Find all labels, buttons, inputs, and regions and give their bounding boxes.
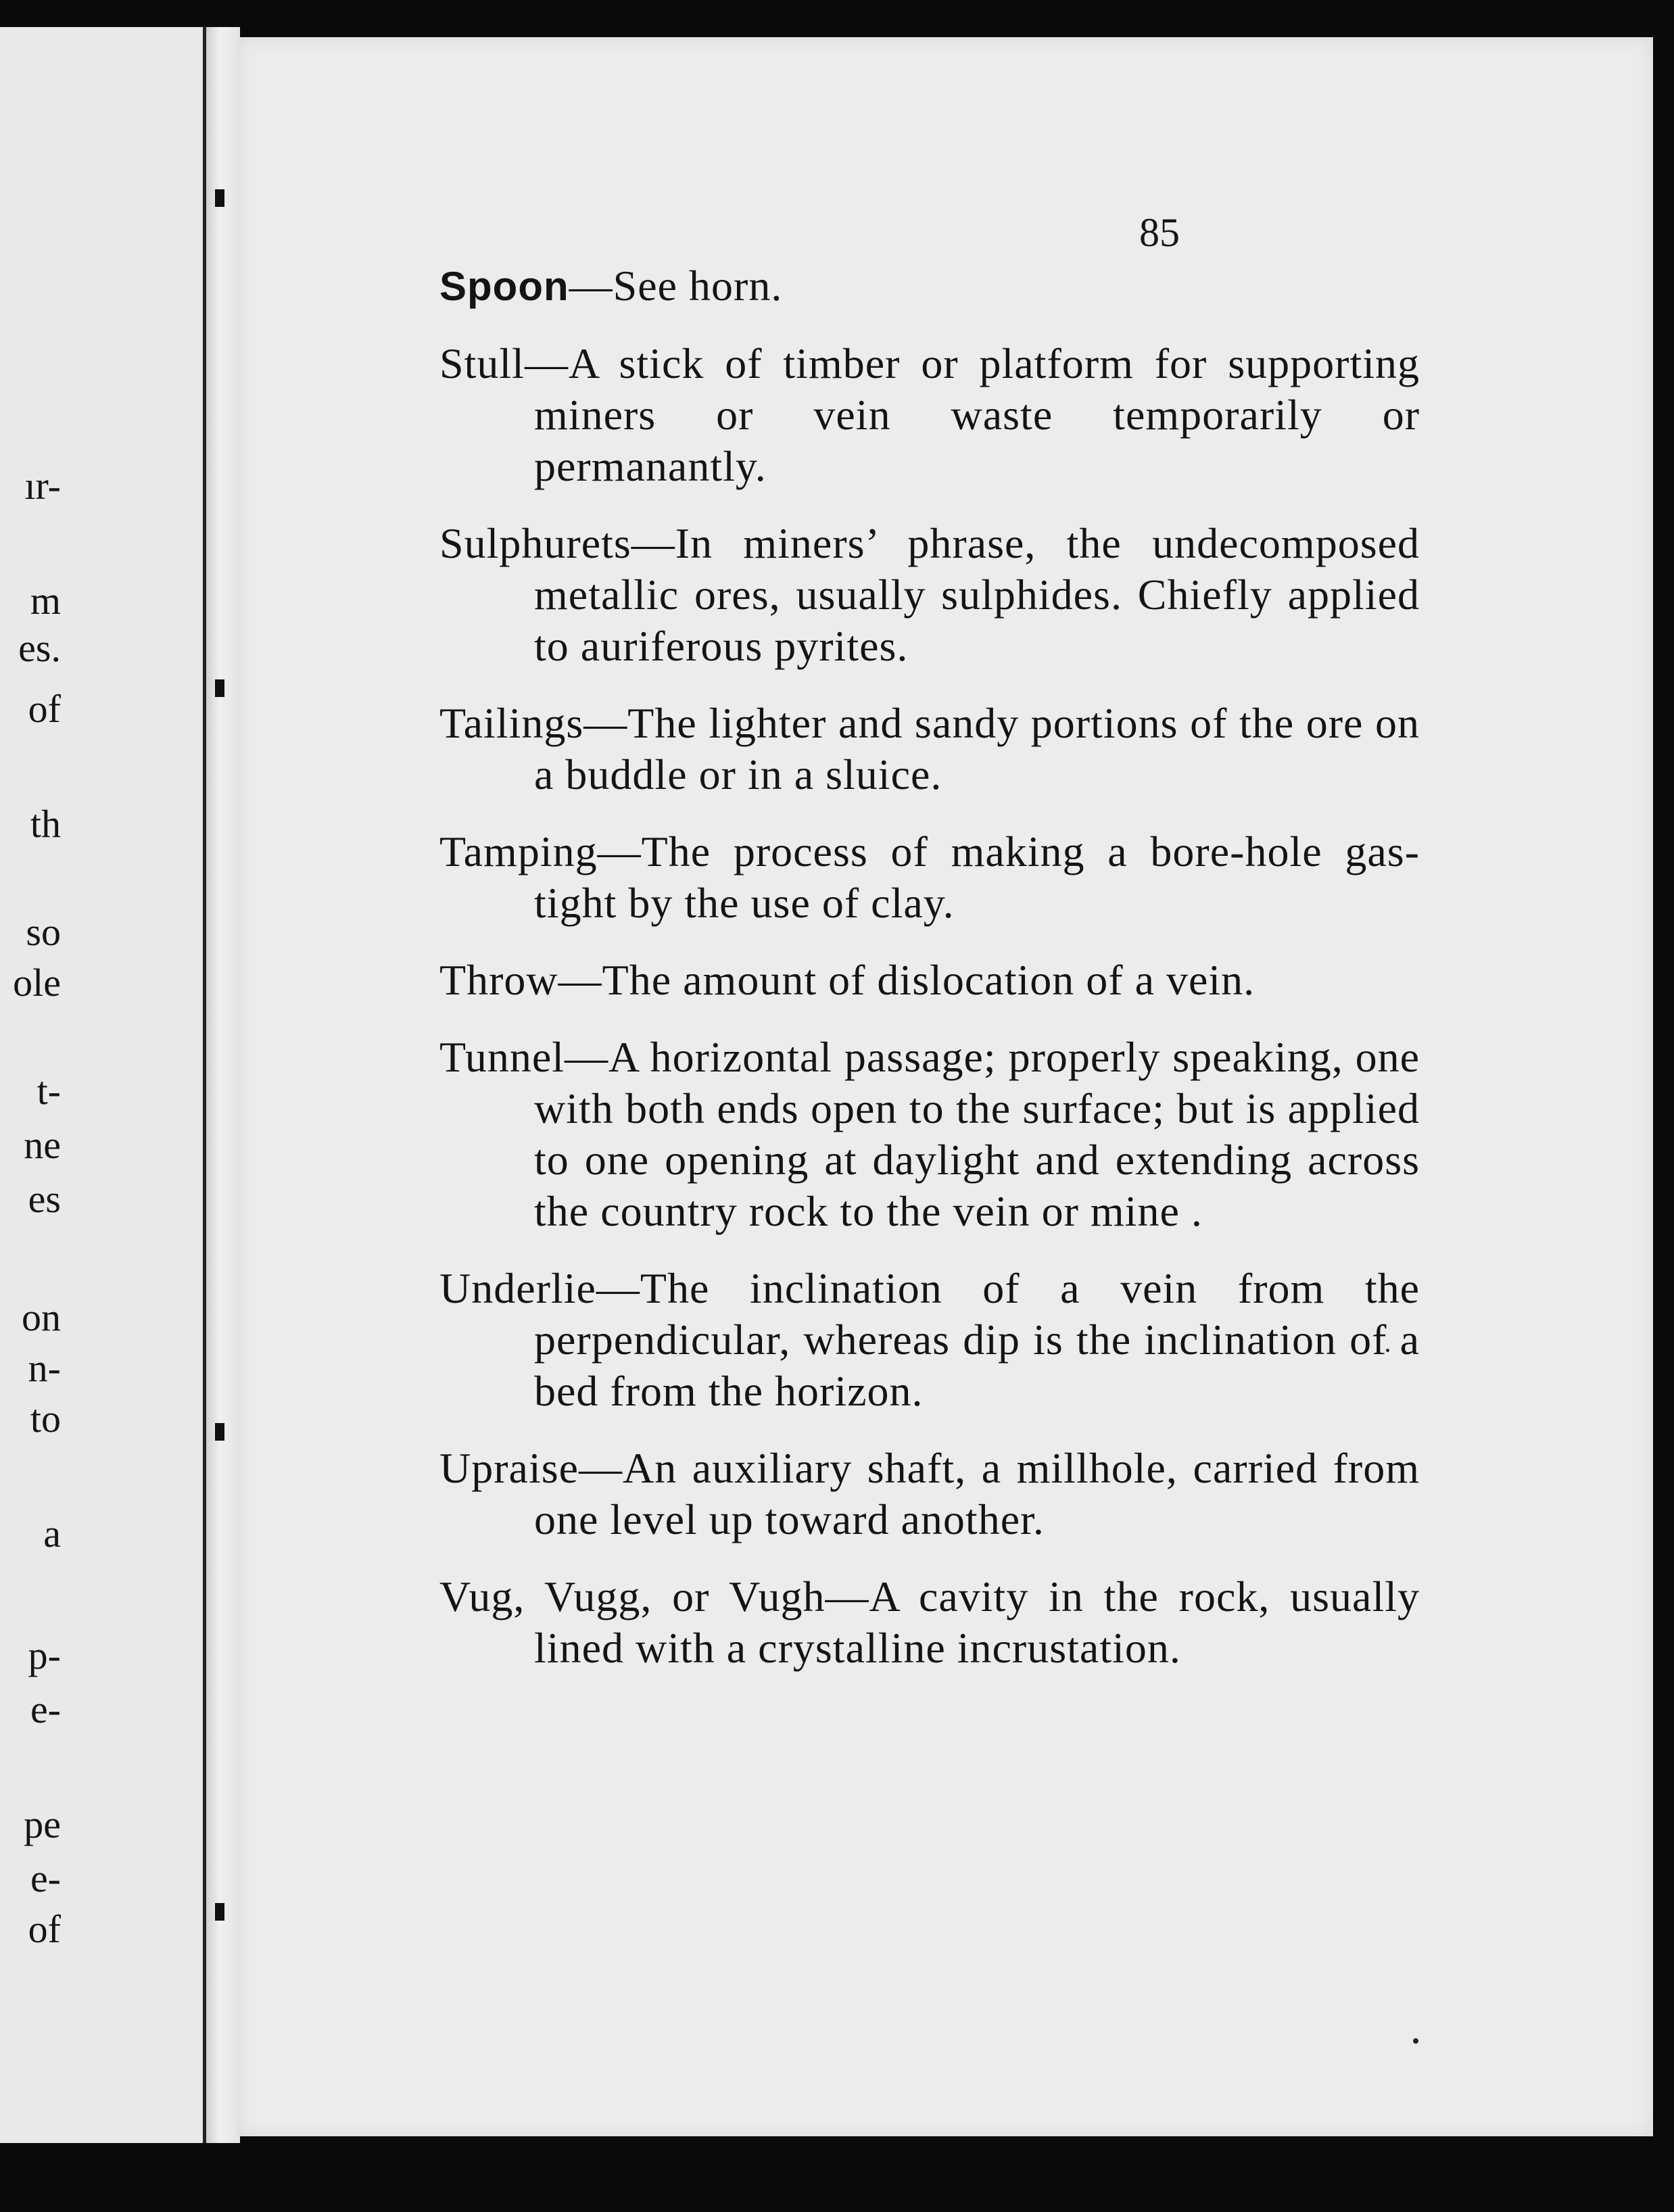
facing-page-fragment: t- (37, 1069, 61, 1113)
glossary-entry (439, 338, 1420, 492)
entry-term: Sulphurets (439, 519, 631, 567)
binding-stitch (215, 189, 224, 207)
facing-page-fragment: ır- (24, 464, 61, 508)
entry-separator: — (583, 699, 628, 747)
facing-page-fragment: ne (24, 1123, 61, 1167)
facing-page-fragment: ole (13, 961, 61, 1005)
facing-page-fragment: a (43, 1512, 61, 1556)
facing-page-fragment: es (28, 1177, 61, 1221)
glossary-entry (439, 1032, 1420, 1237)
entry-definition: The inclination of a vein from the perpendicular, whereas dip is the inclination of a bed from the horizon. (534, 1264, 1420, 1415)
book-gutter (203, 27, 240, 2143)
glossary-entry (439, 1571, 1420, 1674)
entry-definition: The amount of dislocation of a vein. (602, 956, 1256, 1004)
entry-definition: The lighter and sandy portions of the ore on a buddle or in a sluice. (534, 699, 1420, 798)
entry-definition: The process of making a bore-hole gas-tight by the use of clay. (534, 827, 1420, 927)
entry-term: Tunnel (439, 1033, 565, 1081)
facing-page-fragment: e- (30, 1687, 61, 1731)
glossary-entry (439, 260, 1420, 312)
entry-definition: See horn. (613, 262, 783, 310)
entry-separator: — (558, 956, 602, 1004)
entry-separator: — (596, 1264, 640, 1312)
facing-page-fragment: m (30, 579, 61, 623)
binding-stitch (215, 1903, 224, 1921)
facing-page-fragment: e- (30, 1856, 61, 1900)
facing-page-fragment: of (28, 687, 61, 731)
entry-term: Upraise (439, 1444, 579, 1492)
entry-term: Spoon (439, 264, 569, 309)
entry-term: Underlie (439, 1264, 596, 1312)
glossary-entry (439, 698, 1420, 800)
entry-term: Stull (439, 339, 525, 387)
entry-definition: A cavity in the rock, usually lined with a crystalline incrustation. (534, 1572, 1420, 1672)
facing-page-fragment: th (30, 802, 61, 846)
entry-term: Tailings (439, 699, 584, 747)
entry-separator: — (631, 519, 675, 567)
facing-page-fragment: so (26, 910, 61, 954)
binding-stitch (215, 1423, 224, 1441)
facing-page-fragment: to (30, 1397, 61, 1441)
entry-separator: — (825, 1572, 869, 1620)
entry-definition: A stick of timber or platform for supporting miners or vein waste temporarily or permanantly. (534, 339, 1420, 490)
entry-definition: A horizontal passage; properly speaking, one with both ends open to the surface; but is applied to one opening at daylight and extending across the country rock to the vein or mine . (534, 1033, 1420, 1235)
entry-term: Vug, Vugg, or Vugh (439, 1572, 826, 1620)
facing-page (0, 27, 219, 2143)
binding-stitch (215, 679, 224, 697)
facing-page-fragment: n- (28, 1346, 61, 1390)
glossary-entry (439, 1443, 1420, 1545)
facing-page-fragment: pe (24, 1802, 61, 1846)
entry-separator: — (597, 827, 642, 875)
facing-page-fragment: es. (18, 626, 61, 670)
entry-term: Throw (439, 956, 558, 1004)
entry-definition: An auxiliary shaft, a millhole, carried from one level up toward another. (534, 1444, 1420, 1543)
entry-term: Tamping (439, 827, 598, 875)
paper-speck (1413, 2038, 1418, 2044)
glossary-entry (439, 955, 1420, 1006)
facing-page-fragment: of (28, 1907, 61, 1951)
facing-page-fragment: on (22, 1295, 61, 1339)
entry-separator: — (569, 262, 613, 310)
entry-separator: — (579, 1444, 623, 1492)
entry-separator: — (524, 339, 569, 387)
facing-page-fragment: p- (28, 1633, 61, 1677)
glossary-entry (439, 518, 1420, 672)
entry-definition: In miners’ phrase, the undecomposed metallic ores, usually sulphides. Chiefly applied to auriferous pyrites. (534, 519, 1420, 670)
glossary-entry (439, 826, 1420, 929)
glossary-entries (439, 260, 1420, 1700)
entry-separator: — (565, 1033, 609, 1081)
glossary-entry (439, 1263, 1420, 1417)
page-number: 85 (1139, 210, 1180, 255)
